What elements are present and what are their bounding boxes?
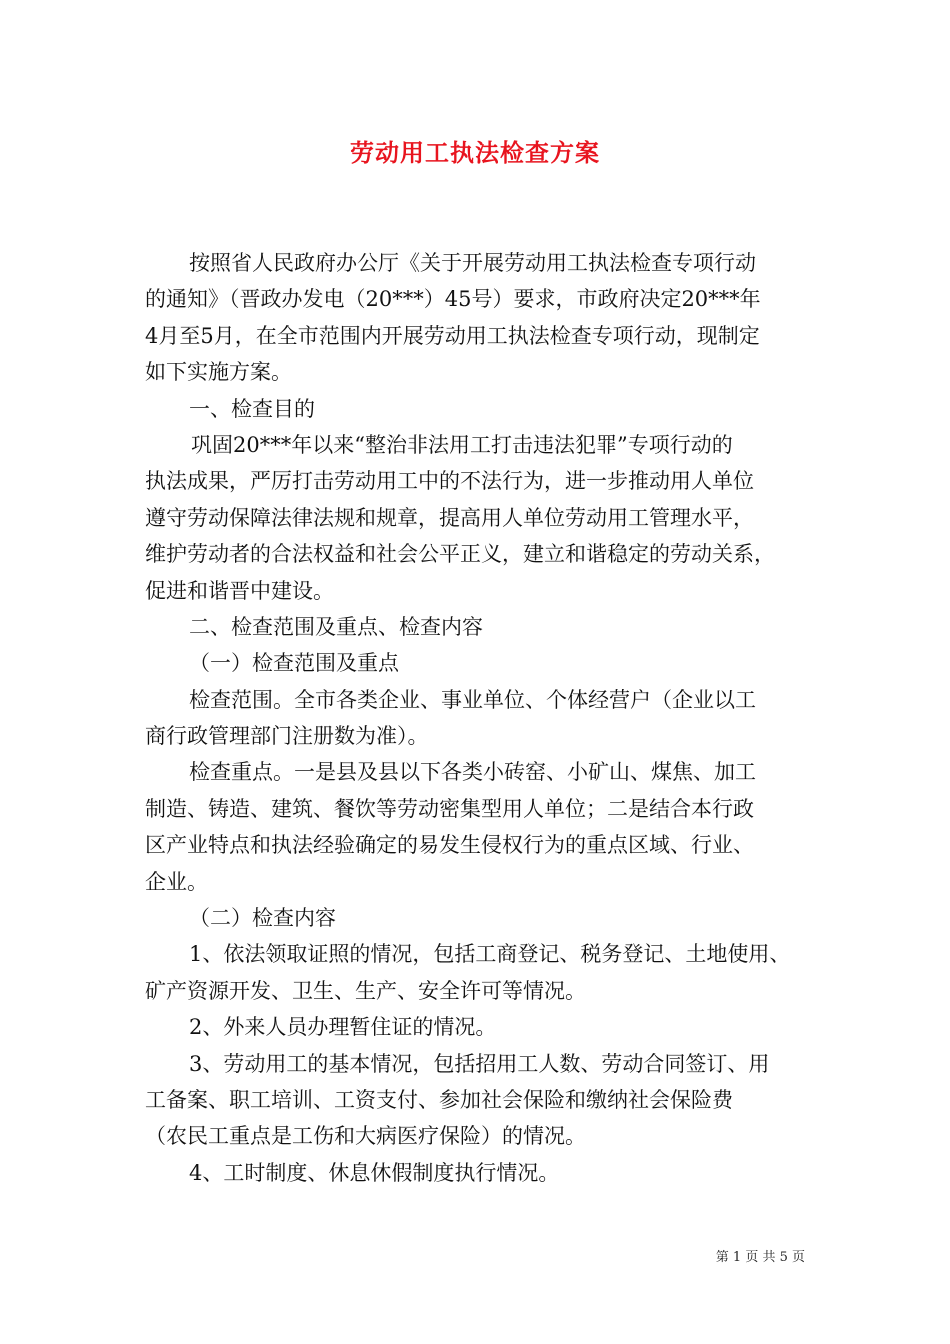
section-heading: 一、检查目的	[189, 396, 315, 421]
paragraph-line: 促进和谐晋中建设。	[145, 578, 334, 603]
paragraph-line: 企业。	[145, 869, 208, 894]
list-item-line: 3、劳动用工的基本情况，包括招用工人数、劳动合同签订、用	[189, 1051, 770, 1076]
list-item-line: 1、依法领取证照的情况，包括工商登记、税务登记、土地使用、	[189, 942, 791, 967]
document-title: 劳动用工执法检查方案	[350, 138, 600, 167]
paragraph-line: 检查范围。全市各类企业、事业单位、个体经营户（企业以工	[189, 687, 756, 712]
paragraph-line: 4月至5月，在全市范围内开展劳动用工执法检查专项行动，现制定	[145, 323, 760, 348]
list-item-line: 4、工时制度、休息休假制度执行情况。	[189, 1160, 560, 1185]
subsection-heading: （一）检查范围及重点	[189, 651, 399, 676]
paragraph-line: 的通知》（晋政办发电（20***）45号）要求，市政府决定20***年	[145, 287, 761, 312]
paragraph-line: 区产业特点和执法经验确定的易发生侵权行为的重点区域、行业、	[145, 833, 754, 858]
paragraph-line: 按照省人民政府办公厅《关于开展劳动用工执法检查专项行动	[189, 251, 756, 275]
paragraph-line: 如下实施方案。	[145, 360, 292, 385]
paragraph-line: 检查重点。一是县及县以下各类小砖窑、小矿山、煤焦、加工	[189, 760, 756, 785]
section-heading: 二、检查范围及重点、检查内容	[189, 614, 483, 639]
list-item-line: 2、外来人员办理暂住证的情况。	[189, 1015, 497, 1040]
list-item-line: 矿产资源开发、卫生、生产、安全许可等情况。	[145, 978, 586, 1003]
paragraph-line: 商行政管理部门注册数为准）。	[145, 724, 429, 749]
paragraph-line: 巩固20***年以来“整治非法用工打击违法犯罪”专项行动的	[191, 432, 733, 457]
list-item-line: 工备案、职工培训、工资支付、参加社会保险和缴纳社会保险费	[145, 1087, 733, 1112]
paragraph-line: 遵守劳动保障法律法规和规章，提高用人单位劳动用工管理水平，	[145, 505, 754, 530]
list-item-line: （农民工重点是工伤和大病医疗保险）的情况。	[145, 1124, 586, 1149]
page-number: 第 1 页 共 5 页	[715, 1250, 805, 1265]
paragraph-line: 制造、铸造、建筑、餐饮等劳动密集型用人单位；二是结合本行政	[145, 796, 754, 821]
subsection-heading: （二）检查内容	[189, 906, 336, 931]
paragraph-line: 维护劳动者的合法权益和社会公平正义，建立和谐稳定的劳动关系，	[145, 542, 775, 567]
paragraph-line: 执法成果，严厉打击劳动用工中的不法行为，进一步推动用人单位	[145, 469, 754, 494]
document-body	[145, 245, 820, 1191]
